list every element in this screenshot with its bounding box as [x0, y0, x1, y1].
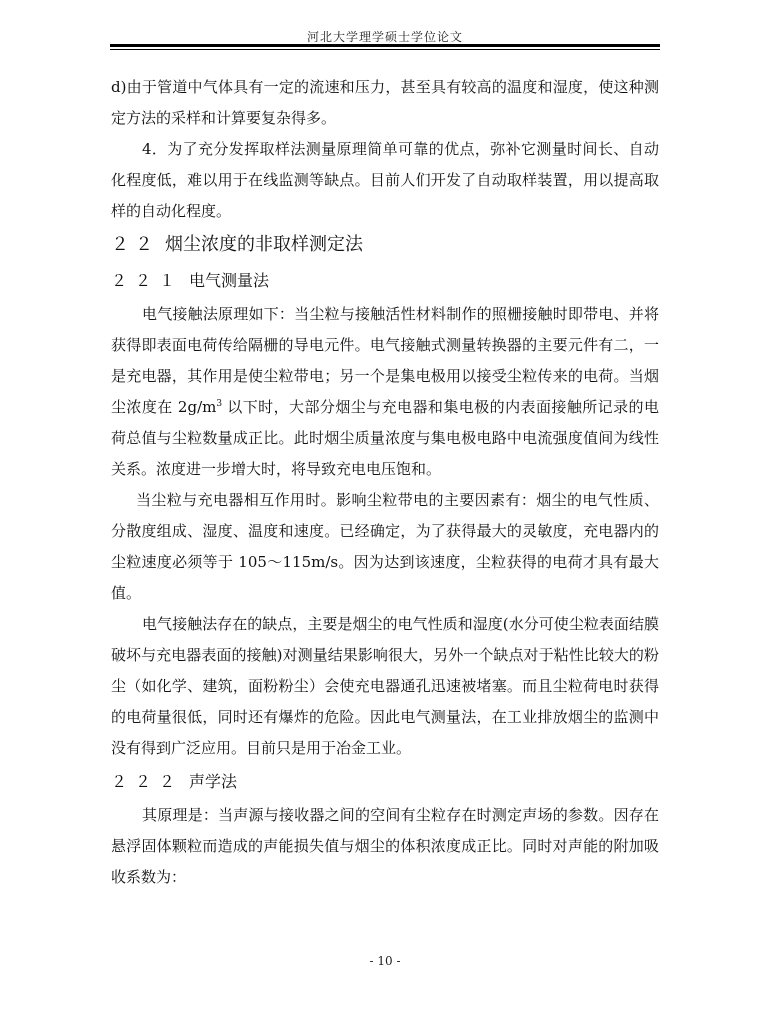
section-number: １ [159, 271, 176, 290]
section-number: ２ [111, 772, 128, 791]
text-run: 以下时，大部分烟尘与充电器和集电极的内表面接触所记录的电荷总值与尘粒数量成正比。此时烟尘质量浓度与集电极电路中电流强度值间为线性关系。浓度进一步增大时，将导致充电电压饱和。 [111, 398, 659, 478]
superscript: 3 [216, 399, 223, 409]
section-number: ２ [111, 234, 129, 255]
section-heading-2-2-2 [111, 764, 659, 800]
paragraph-electric-contact-principle [111, 299, 659, 485]
section-number: ２ [135, 234, 153, 255]
paragraph-d: d)由于管道中气体具有一定的流速和压力，甚至具有较高的温度和湿度，使这种测定方法的采样和计算要复杂得多。 [111, 78, 659, 127]
section-number: ２ [135, 271, 152, 290]
paragraph-shortcomings: 电气接触法存在的缺点，主要是烟尘的电气性质和湿度(水分可使尘粒表面结膜破坏与充电器表面的接触)对测量结果影响很大，另外一个缺点对于粘性比较大的粉尘（如化学、建筑，面粉粉尘）会使充电器通孔迅速被堵塞。而且尘粒荷电时获得的电荷量很低，同时还有爆炸的危险。因此电气测量法，在工业排放烟尘的监测中没有得到广泛应用。目前只是用于冶金工业。 [111, 615, 659, 757]
header-rule-thick [110, 44, 660, 47]
section-heading-2-2-1 [111, 263, 659, 299]
section-number: ２ [111, 271, 128, 290]
paragraph-4: 4．为了充分发挥取样法测量原理简单可靠的优点，弥补它测量时间长、自动化程度低，难以用于在线监测等缺点。目前人们开发了自动取样装置，用以提高取样的自动化程度。 [111, 140, 659, 220]
header-rule-thin [110, 49, 660, 50]
section-title: 声学法 [189, 772, 238, 791]
page-number: - 10 - [369, 954, 401, 968]
running-header: 河北大学理学硕士学位论文 [306, 30, 463, 44]
paragraph-acoustic-principle: 其原理是：当声源与接收器之间的空间有尘粒存在时测定声场的参数。因存在悬浮固体颗粒而造成的声能损失值与烟尘的体积浓度成正比。同时对声能的附加吸收系数为： [111, 806, 659, 886]
section-number: ２ [135, 772, 152, 791]
section-title: 烟尘浓度的非取样测定法 [165, 234, 363, 255]
text-run: 电气接触法原理如下：当尘粒与接触活性材料制作的照栅接触时即带电、并将获得即表面电荷传给隔栅的导电元件。电气接触式测量转换器的主要元件有二，一是充电器，其作用是使尘粒带电；另一个是集电极用以接受尘粒传来的电荷。当烟尘浓度在 2g/m [111, 305, 659, 416]
page-body [111, 72, 659, 893]
section-title: 电气测量法 [189, 271, 270, 290]
paragraph-charging-factors: 当尘粒与充电器相互作用时。影响尘粒带电的主要因素有：烟尘的电气性质、分散度组成、湿度、温度和速度。已经确定，为了获得最大的灵敏度，充电器内的尘粒速度必须等于 105～115m/s。因为达到该速度，尘粒获得的电荷才具有最大值。 [111, 491, 659, 602]
section-heading-2-2 [111, 227, 659, 263]
section-number: ２ [159, 772, 176, 791]
